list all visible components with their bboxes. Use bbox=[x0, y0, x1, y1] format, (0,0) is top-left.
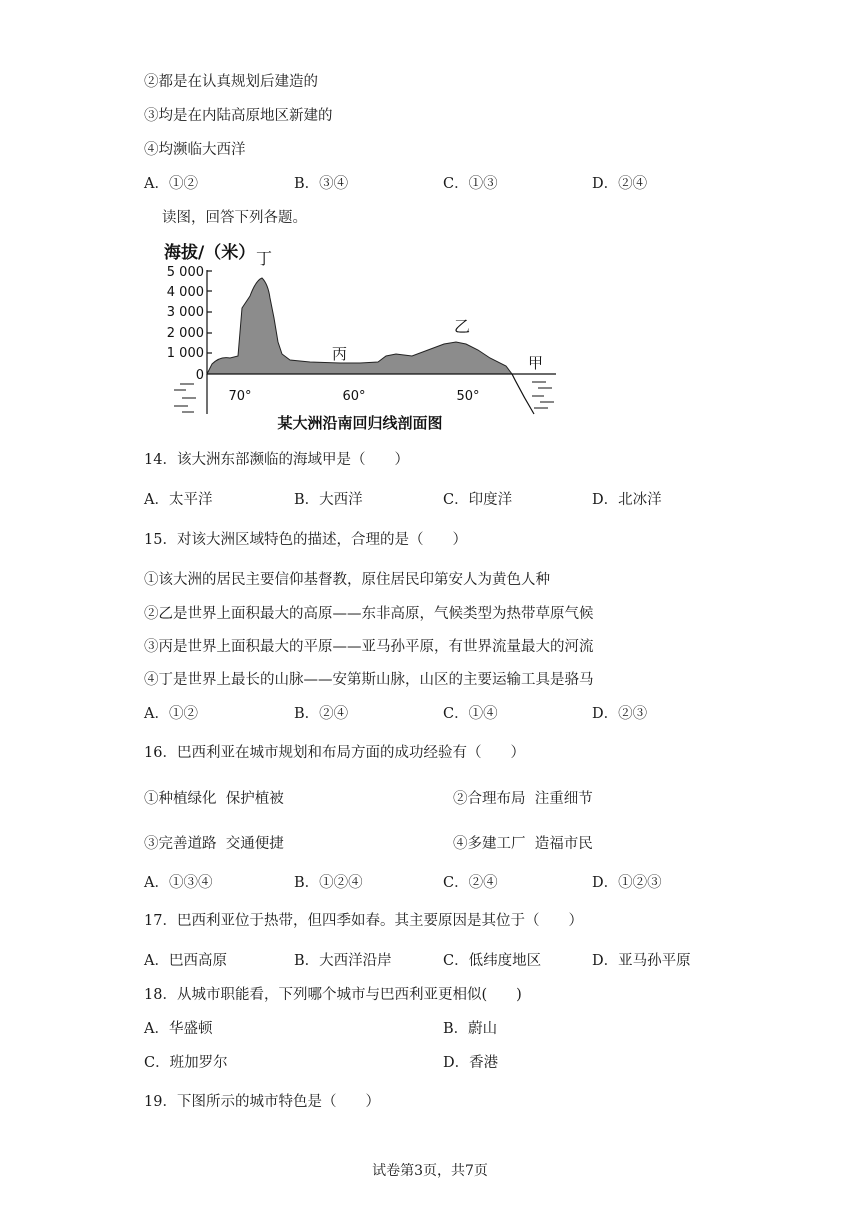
q18-option-d[interactable]: D．香港 bbox=[443, 1055, 499, 1071]
page-footer: 试卷第3页，共7页 bbox=[372, 1163, 488, 1179]
y-tick: 4 000 bbox=[166, 285, 204, 300]
question-19-stem: 19．下图所示的城市特色是（ ） bbox=[144, 1094, 380, 1110]
label-bing: 丙 bbox=[332, 345, 348, 363]
y-tick: 1 000 bbox=[166, 346, 204, 361]
q14-option-a[interactable]: A．太平洋 bbox=[144, 492, 213, 508]
q16-item-4: ④多建工厂 造福市民 bbox=[453, 836, 593, 852]
sea-hatching-east bbox=[532, 382, 554, 408]
label-jia: 甲 bbox=[528, 354, 544, 372]
figure-caption: 某大洲沿南回归线剖面图 bbox=[277, 414, 443, 432]
q17-option-a[interactable]: A．巴西高原 bbox=[144, 953, 227, 969]
q15-option-c[interactable]: C．①④ bbox=[443, 706, 498, 722]
elevation-profile-figure bbox=[160, 238, 560, 436]
question-16-stem: 16．巴西利亚在城市规划和布局方面的成功经验有（ ） bbox=[144, 745, 525, 761]
option-item-2: ②都是在认真规划后建造的 bbox=[144, 74, 318, 90]
q16-option-b[interactable]: B．①②④ bbox=[294, 875, 363, 891]
q15-item-1: ①该大洲的居民主要信仰基督教，原住居民印第安人为黄色人种 bbox=[144, 572, 550, 588]
q15-item-2: ②乙是世界上面积最大的高原——东非高原，气候类型为热带草原气候 bbox=[144, 606, 594, 622]
question-15-stem: 15．对该大洲区域特色的描述，合理的是（ ） bbox=[144, 532, 467, 548]
q15-option-d[interactable]: D．②③ bbox=[592, 706, 648, 722]
q15-item-3: ③丙是世界上面积最大的平原——亚马孙平原，有世界流量最大的河流 bbox=[144, 639, 594, 655]
q14-option-d[interactable]: D．北冰洋 bbox=[592, 492, 662, 508]
option-item-4: ④均濒临大西洋 bbox=[144, 142, 246, 158]
coast-slope bbox=[512, 374, 534, 414]
y-axis-ticks bbox=[167, 265, 204, 383]
q16-option-a[interactable]: A．①③④ bbox=[144, 875, 213, 891]
q14-option-b[interactable]: B．大西洋 bbox=[294, 492, 363, 508]
q18-option-c[interactable]: C．班加罗尔 bbox=[144, 1055, 228, 1071]
y-tick: 2 000 bbox=[166, 326, 204, 341]
q14-option-c[interactable]: C．印度洋 bbox=[443, 492, 513, 508]
question-18-stem: 18．从城市职能看，下列哪个城市与巴西利亚更相似( ) bbox=[144, 987, 522, 1003]
q13-option-a[interactable]: A．①② bbox=[144, 176, 198, 192]
y-tick: 3 000 bbox=[166, 305, 204, 320]
question-17-stem: 17．巴西利亚位于热带，但四季如春。其主要原因是其位于（ ） bbox=[144, 913, 583, 929]
q18-option-a[interactable]: A．华盛顿 bbox=[144, 1021, 213, 1037]
q16-option-d[interactable]: D．①②③ bbox=[592, 875, 662, 891]
q17-option-b[interactable]: B．大西洋沿岸 bbox=[294, 953, 392, 969]
q15-item-4: ④丁是世界上最长的山脉——安第斯山脉，山区的主要运输工具是骆马 bbox=[144, 672, 594, 688]
x-tick: 60° bbox=[342, 389, 366, 404]
label-ding: 丁 bbox=[256, 249, 273, 268]
q13-option-b[interactable]: B．③④ bbox=[294, 176, 349, 192]
q16-item-3: ③完善道路 交通便捷 bbox=[144, 836, 284, 852]
y-axis-label: 海拔/（米） bbox=[164, 243, 256, 263]
x-tick: 70° bbox=[228, 389, 252, 404]
q13-option-c[interactable]: C．①③ bbox=[443, 176, 498, 192]
sea-hatching-west bbox=[174, 384, 196, 412]
q15-option-b[interactable]: B．②④ bbox=[294, 706, 349, 722]
q17-option-d[interactable]: D．亚马孙平原 bbox=[592, 953, 691, 969]
q16-item-2: ②合理布局 注重细节 bbox=[453, 791, 593, 807]
reading-instruction: 读图，回答下列各题。 bbox=[162, 210, 307, 226]
x-axis-ticks bbox=[228, 389, 479, 404]
y-tick: 0 bbox=[195, 368, 204, 383]
x-tick: 50° bbox=[456, 389, 480, 404]
q17-option-c[interactable]: C．低纬度地区 bbox=[443, 953, 542, 969]
q13-option-d[interactable]: D．②④ bbox=[592, 176, 648, 192]
question-14-stem: 14．该大洲东部濒临的海域甲是（ ） bbox=[144, 452, 409, 468]
option-item-3: ③均是在内陆高原地区新建的 bbox=[144, 108, 333, 124]
q18-option-b[interactable]: B．蔚山 bbox=[443, 1021, 498, 1037]
q16-item-1: ①种植绿化 保护植被 bbox=[144, 791, 284, 807]
q16-option-c[interactable]: C．②④ bbox=[443, 875, 498, 891]
label-yi: 乙 bbox=[454, 317, 471, 336]
q15-option-a[interactable]: A．①② bbox=[144, 706, 198, 722]
y-tick: 5 000 bbox=[166, 265, 204, 280]
